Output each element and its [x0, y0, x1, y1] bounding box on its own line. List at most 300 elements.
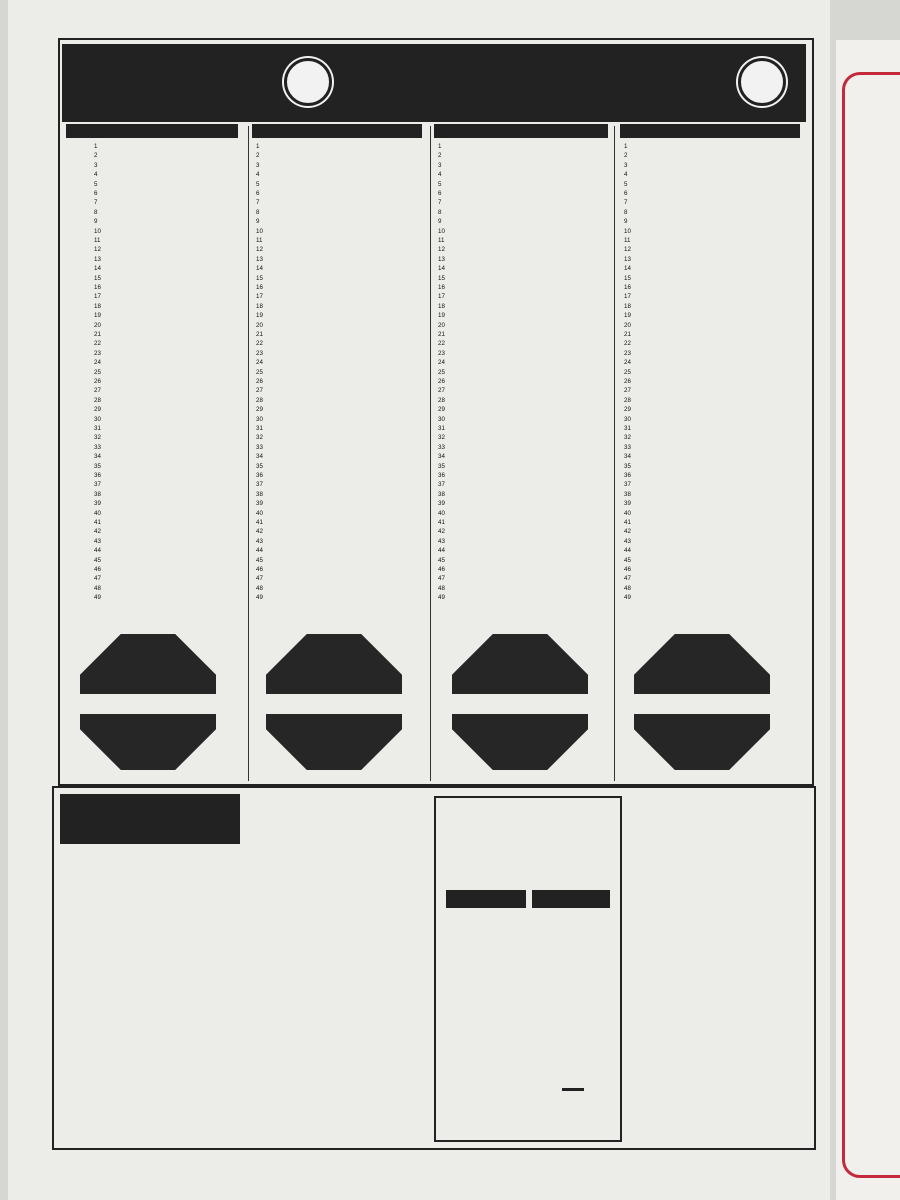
fixture-number: 42: [624, 528, 631, 536]
fixture-row: [252, 518, 428, 527]
fixture-number: 19: [94, 312, 101, 320]
fixture-row: [620, 480, 806, 489]
fixture-row: [434, 264, 614, 273]
fixture-row: [66, 274, 244, 283]
fixture-number: 5: [256, 180, 260, 188]
fixture-row: [620, 396, 806, 405]
adjacent-page: [836, 40, 900, 1200]
fixture-row: [434, 593, 614, 602]
fixture-number: 24: [94, 359, 101, 367]
fixture-row: [66, 339, 244, 348]
fixture-number: 37: [94, 481, 101, 489]
fixture-number: 28: [94, 396, 101, 404]
fixture-row: [434, 480, 614, 489]
fixture-number: 36: [624, 472, 631, 479]
fixture-number: 16: [624, 284, 631, 291]
fixture-row: [620, 593, 806, 602]
fixture-row: [620, 264, 806, 273]
fixture-row: [620, 198, 806, 207]
fixture-number: 21: [94, 331, 101, 338]
fixture-row: [252, 480, 428, 489]
fixture-row: [252, 245, 428, 254]
fixture-row: [620, 584, 806, 593]
fixture-number: 30: [624, 415, 631, 423]
fixture-row: [252, 574, 428, 583]
fixture-row: [434, 433, 614, 442]
fixture-row: [434, 311, 614, 320]
fixture-row: [620, 415, 806, 424]
fixture-number: 7: [94, 199, 98, 207]
fixture-number: 34: [256, 453, 263, 461]
fixture-row: [434, 245, 614, 254]
fixture-number: 21: [438, 331, 445, 338]
fixture-number: 6: [624, 190, 628, 197]
fixture-number: 42: [94, 528, 101, 536]
fixture-number: 39: [624, 500, 631, 508]
fixture-row: [66, 170, 244, 179]
fixture-number: 37: [624, 481, 631, 489]
fixture-number: 35: [256, 462, 263, 470]
fixture-row: [252, 377, 428, 386]
pools-column: [620, 124, 806, 602]
fixture-row: [66, 151, 244, 160]
fixture-number: 29: [94, 406, 101, 414]
fixture-row: [66, 227, 244, 236]
fixture-row: [620, 227, 806, 236]
fixture-number: 25: [94, 368, 101, 376]
fixture-number: 37: [256, 481, 263, 489]
fixture-number: 26: [624, 378, 631, 385]
fixture-number: 46: [256, 566, 263, 573]
fixture-row: [620, 546, 806, 555]
fixture-number: 41: [438, 519, 445, 526]
fixture-row: [66, 283, 244, 292]
fixture-number: 40: [94, 509, 101, 517]
fixture-number: 43: [256, 537, 263, 545]
fixture-number: 12: [94, 246, 101, 254]
fixture-row: [620, 537, 806, 546]
fixture-number: 15: [94, 274, 101, 282]
fixture-number: 16: [438, 284, 445, 291]
fixture-number: 48: [624, 584, 631, 592]
fixture-number: 43: [624, 537, 631, 545]
fixture-number: 16: [94, 284, 101, 291]
fixture-number: 42: [256, 528, 263, 536]
fixture-row: [620, 255, 806, 264]
fixture-number: 41: [94, 519, 101, 526]
fixture-row: [434, 415, 614, 424]
fixture-row: [620, 574, 806, 583]
fixture-row: [620, 330, 806, 339]
fixture-row: [620, 490, 806, 499]
fixture-row: [66, 396, 244, 405]
fixture-number: 42: [438, 528, 445, 536]
fixture-row: [620, 358, 806, 367]
fixture-number: 8: [256, 208, 260, 216]
fixture-row: [66, 593, 244, 602]
pools-column: [252, 124, 428, 602]
fixture-number: 2: [256, 152, 260, 160]
fixture-number: 3: [256, 161, 260, 169]
pools-column: [434, 124, 614, 602]
fixture-row: [66, 574, 244, 583]
fixture-number: 26: [94, 378, 101, 385]
fixture-row: [620, 433, 806, 442]
fixture-row: [620, 565, 806, 574]
fixture-number: 40: [624, 509, 631, 517]
fixture-row: [252, 198, 428, 207]
fixture-row: [66, 302, 244, 311]
fixture-row: [434, 236, 614, 245]
fixture-number: 25: [256, 368, 263, 376]
fixture-row: [434, 443, 614, 452]
fixture-number: 24: [624, 359, 631, 367]
fixture-row: [252, 321, 428, 330]
fixture-number: 47: [256, 575, 263, 583]
fixture-number: 31: [624, 425, 631, 432]
fixture-number: 45: [624, 556, 631, 564]
fixture-row: [252, 415, 428, 424]
fixture-row: [252, 180, 428, 189]
fixture-number: 32: [94, 434, 101, 442]
fixture-row: [434, 537, 614, 546]
fixture-row: [252, 509, 428, 518]
fixture-number: 46: [94, 566, 101, 573]
fixture-row: [66, 471, 244, 480]
fixture-row: [620, 274, 806, 283]
fixture-row: [620, 208, 806, 217]
fixture-number: 9: [256, 218, 260, 226]
fixture-number: 22: [94, 340, 101, 348]
fixture-number: 9: [438, 218, 442, 226]
fixture-number: 21: [256, 331, 263, 338]
fixture-row: [620, 452, 806, 461]
fixture-number: 31: [94, 425, 101, 432]
fixture-number: 47: [624, 575, 631, 583]
fixture-row: [252, 292, 428, 301]
fixture-row: [434, 198, 614, 207]
fixture-row: [434, 161, 614, 170]
group-of-favour-box: [434, 796, 622, 1142]
fixture-row: [434, 283, 614, 292]
fixture-number: 14: [94, 265, 101, 273]
fixture-number: 24: [256, 359, 263, 367]
fixture-number: 49: [438, 594, 445, 602]
fixture-row: [620, 509, 806, 518]
fixture-row: [66, 480, 244, 489]
fixture-number: 29: [256, 406, 263, 414]
fixture-row: [252, 386, 428, 395]
fixture-row: [252, 471, 428, 480]
fixture-number: 13: [438, 255, 445, 263]
fixture-number: 3: [94, 161, 98, 169]
fixture-number: 23: [438, 349, 445, 357]
column-title: [252, 124, 422, 138]
fixture-number: 35: [624, 462, 631, 470]
fixture-number: 27: [256, 387, 263, 395]
fixture-row: [66, 349, 244, 358]
fixture-row: [434, 565, 614, 574]
fixture-number: 15: [438, 274, 445, 282]
fixture-row: [620, 321, 806, 330]
fixture-row: [620, 189, 806, 198]
fixture-number: 10: [624, 227, 631, 235]
fixture-number: 39: [438, 500, 445, 508]
fixture-number: 2: [94, 152, 98, 160]
fixture-row: [434, 452, 614, 461]
fixture-row: [434, 584, 614, 593]
fixture-number: 44: [624, 547, 631, 555]
fixture-number: 23: [94, 349, 101, 357]
fixture-row: [252, 283, 428, 292]
fixture-row: [434, 396, 614, 405]
fixture-row: [620, 292, 806, 301]
banner: [62, 44, 806, 122]
fixture-row: [434, 358, 614, 367]
fixture-number: 20: [624, 321, 631, 329]
fixture-number: 20: [438, 321, 445, 329]
fixture-row: [252, 208, 428, 217]
column-divider: [430, 126, 431, 781]
fixture-number: 19: [256, 312, 263, 320]
fixture-number: 43: [94, 537, 101, 545]
fixture-row: [66, 452, 244, 461]
fixture-row: [66, 245, 244, 254]
fixture-number: 5: [624, 180, 628, 188]
fixture-row: [434, 180, 614, 189]
fixture-number: 4: [624, 171, 628, 179]
fixture-row: [620, 424, 806, 433]
fixture-row: [66, 189, 244, 198]
fixture-row: [66, 161, 244, 170]
fixture-row: [252, 227, 428, 236]
gold-label: [452, 692, 588, 716]
fixture-number: 37: [438, 481, 445, 489]
fixture-row: [434, 546, 614, 555]
fixture-row: [66, 527, 244, 536]
fixture-number: 38: [624, 490, 631, 498]
fixture-row: [66, 217, 244, 226]
fixture-row: [66, 556, 244, 565]
fixture-number: 15: [256, 274, 263, 282]
fixture-number: 43: [438, 537, 445, 545]
fixture-number: 36: [256, 472, 263, 479]
fixture-row: [66, 377, 244, 386]
fixture-row: [620, 349, 806, 358]
fixture-number: 31: [438, 425, 445, 432]
fixture-row: [252, 396, 428, 405]
fixture-number: 16: [256, 284, 263, 291]
fixture-number: 44: [256, 547, 263, 555]
fixture-row: [620, 151, 806, 160]
fixture-row: [252, 217, 428, 226]
fixture-number: 49: [94, 594, 101, 602]
fixture-number: 44: [438, 547, 445, 555]
fixture-number: 34: [438, 453, 445, 461]
fixture-row: [434, 339, 614, 348]
fixture-number: 8: [624, 208, 628, 216]
fixture-row: [66, 443, 244, 452]
fixture-number: 24: [438, 359, 445, 367]
fixture-number: 18: [94, 302, 101, 310]
fixture-number: 1: [624, 143, 628, 150]
fixture-row: [252, 527, 428, 536]
fixture-row: [620, 499, 806, 508]
fixture-row: [620, 161, 806, 170]
fixture-row: [252, 264, 428, 273]
column-title: [66, 124, 238, 138]
fixture-row: [252, 339, 428, 348]
fixture-row: [620, 377, 806, 386]
fixture-number: 26: [438, 378, 445, 385]
figaro-title-box: [60, 794, 240, 844]
fixture-row: [66, 565, 244, 574]
fixture-number: 38: [438, 490, 445, 498]
fixture-number: 28: [256, 396, 263, 404]
fixture-number: 6: [256, 190, 260, 197]
fixture-number: 45: [438, 556, 445, 564]
fixture-row: [434, 462, 614, 471]
fixture-number: 27: [438, 387, 445, 395]
fixture-number: 30: [256, 415, 263, 423]
column-title: [434, 124, 608, 138]
fixture-row: [434, 518, 614, 527]
fixture-row: [620, 443, 806, 452]
fixture-row: [620, 142, 806, 151]
fixture-row: [66, 405, 244, 414]
prediction-octagon: [266, 634, 402, 770]
fixture-row: [66, 584, 244, 593]
fixture-number: 7: [438, 199, 442, 207]
gold-label: [266, 692, 402, 716]
fixture-row: [252, 556, 428, 565]
fixture-row: [620, 386, 806, 395]
adjacent-red-box: [842, 72, 900, 1178]
fixture-row: [252, 358, 428, 367]
fixture-number: 20: [94, 321, 101, 329]
gold-label: [634, 692, 770, 716]
fixture-row: [66, 255, 244, 264]
fixture-number: 1: [94, 143, 98, 150]
fixture-row: [66, 490, 244, 499]
fixture-number: 33: [624, 443, 631, 451]
banner-circle-five: [284, 58, 332, 106]
fixture-row: [66, 499, 244, 508]
fixture-row: [620, 518, 806, 527]
fixture-row: [620, 170, 806, 179]
prediction-octagon: [80, 634, 216, 770]
fixture-row: [252, 170, 428, 179]
fixture-number: 5: [94, 180, 98, 188]
banner-circle-week: [738, 58, 786, 106]
fixture-row: [252, 142, 428, 151]
fixture-number: 17: [438, 293, 445, 301]
fixture-number: 49: [624, 594, 631, 602]
fixture-number: 45: [94, 556, 101, 564]
fixture-number: 17: [94, 293, 101, 301]
fixture-row: [66, 518, 244, 527]
fixture-number: 11: [256, 237, 263, 244]
fixture-row: [434, 574, 614, 583]
fixture-row: [434, 527, 614, 536]
fixture-number: 32: [438, 434, 445, 442]
fixture-row: [66, 311, 244, 320]
fixture-number: 20: [256, 321, 263, 329]
fixture-number: 22: [624, 340, 631, 348]
fixture-number: 32: [624, 434, 631, 442]
fixture-number: 12: [256, 246, 263, 254]
fixture-row: [620, 180, 806, 189]
fixture-number: 13: [94, 255, 101, 263]
fixture-number: 22: [438, 340, 445, 348]
fixture-row: [252, 255, 428, 264]
column-divider: [248, 126, 249, 781]
fixture-row: [66, 264, 244, 273]
fixture-number: 41: [624, 519, 631, 526]
fixture-number: 36: [94, 472, 101, 479]
pools-column: [66, 124, 244, 602]
fixture-number: 45: [256, 556, 263, 564]
fixture-row: [252, 424, 428, 433]
fixture-row: [434, 556, 614, 565]
fixture-number: 47: [94, 575, 101, 583]
fixture-number: 3: [624, 161, 628, 169]
fixture-row: [66, 415, 244, 424]
fixture-row: [434, 189, 614, 198]
column-divider: [614, 126, 615, 781]
fixture-row: [252, 236, 428, 245]
fixture-row: [66, 292, 244, 301]
fixture-row: [66, 546, 244, 555]
fixture-row: [620, 462, 806, 471]
fixture-number: 33: [256, 443, 263, 451]
fixture-number: 8: [94, 208, 98, 216]
fixture-row: [434, 208, 614, 217]
week-fraction: [562, 1088, 584, 1091]
fixture-row: [252, 462, 428, 471]
fixture-number: 4: [438, 171, 442, 179]
fixture-number: 19: [438, 312, 445, 320]
fixture-row: [434, 321, 614, 330]
fixture-number: 40: [256, 509, 263, 517]
fixture-number: 13: [256, 255, 263, 263]
fixture-number: 18: [256, 302, 263, 310]
bet-header: [446, 890, 526, 908]
fixture-row: [434, 255, 614, 264]
fixture-number: 49: [256, 594, 263, 602]
fixture-number: 18: [624, 302, 631, 310]
fixture-number: 25: [438, 368, 445, 376]
fixture-number: 28: [624, 396, 631, 404]
fixture-row: [66, 424, 244, 433]
fixture-row: [252, 161, 428, 170]
fixture-row: [434, 302, 614, 311]
fixture-row: [252, 433, 428, 442]
fixture-number: 1: [256, 143, 260, 150]
fixture-number: 34: [624, 453, 631, 461]
fixture-number: 41: [256, 519, 263, 526]
fixture-row: [434, 170, 614, 179]
fixture-row: [252, 349, 428, 358]
fixture-number: 33: [94, 443, 101, 451]
week-numerator: [563, 1089, 583, 1090]
fixture-row: [620, 283, 806, 292]
fixture-row: [66, 236, 244, 245]
fixture-number: 36: [438, 472, 445, 479]
fixture-row: [434, 151, 614, 160]
fixture-number: 10: [94, 227, 101, 235]
fixture-row: [434, 217, 614, 226]
